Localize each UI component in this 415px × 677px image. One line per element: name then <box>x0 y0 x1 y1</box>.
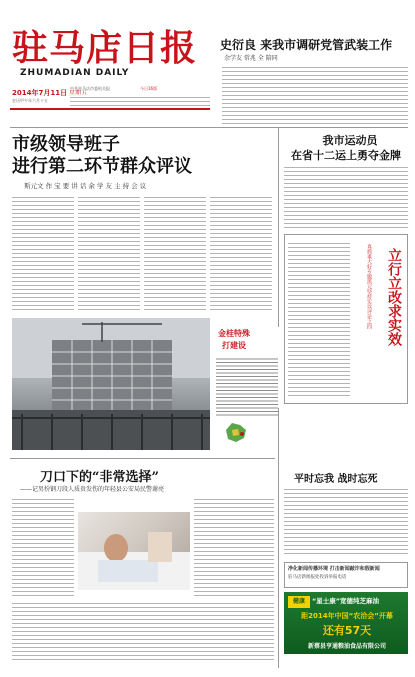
feature-headline: 刀口下的“非常选择” <box>40 470 159 485</box>
building-illustration <box>12 318 210 450</box>
lead-body-col4 <box>210 194 272 310</box>
photo-caption-title-line2: 打建设 <box>222 340 246 350</box>
lead-body-col2 <box>78 194 140 310</box>
lead-headline-line1: 市级领导班子 <box>12 134 120 155</box>
newspaper-english-name: ZHUMADIAN DAILY <box>20 68 130 78</box>
top-story-body <box>222 64 408 124</box>
column-headline: 平时忘我 战时忘死 <box>294 474 378 485</box>
commentary-body <box>288 240 350 398</box>
map-graphic <box>222 420 250 444</box>
edition-count: 今日16版 <box>140 86 158 91</box>
issue-date: 2014年7月11日 <box>12 89 68 97</box>
lead-body-col1 <box>12 194 74 310</box>
ad-line2: 距2014年中国“农洽会”开幕 <box>301 612 393 620</box>
lunar-date: 农历甲午年六月十五 <box>12 98 48 103</box>
divider <box>10 127 408 128</box>
sports-body <box>284 164 408 230</box>
newspaper-masthead: 驻马店日报 <box>12 27 198 69</box>
masthead-info-text <box>70 94 210 108</box>
lead-subline: 斯元文 作 宝 要 讲 话 余 学 友 主 持 会 议 <box>24 182 147 190</box>
ad-line4: 新蔡县亨通粮油食品有限公司 <box>307 643 386 650</box>
feature-body-col1 <box>12 496 74 596</box>
hospital-photo <box>78 512 190 590</box>
ad-line3: 还有57天 <box>322 624 372 637</box>
construction-photo <box>12 318 210 450</box>
column-divider <box>278 408 279 668</box>
ad-line1: “星士康”宽德纯芝麻油 <box>312 597 380 605</box>
lead-headline-line2: 进行第二环节群众评议 <box>12 156 192 177</box>
commentary-kicker: 真抓重大好专题凯元坚持实以评论之四 <box>366 244 372 329</box>
ad-badge: 健康 <box>288 596 310 608</box>
top-story-subline: 余学友 常兆 全 陪同 <box>224 55 278 62</box>
column-body <box>284 486 408 556</box>
notice-line1: 净化新闻传播环境 打击新闻敲诈和假新闻 <box>288 566 380 572</box>
feature-subline: ——记男扮钢刀段人质贵发伤的年轻县公安局民警谢亮 <box>20 486 165 493</box>
top-story-headline: 史衍良 来我市调研党管武装工作 <box>220 38 393 52</box>
column-divider <box>278 127 279 327</box>
feature-body-col3 <box>194 496 274 596</box>
sponsor-line: 中共驻马店市委机关报 <box>70 86 110 91</box>
masthead-rule <box>10 108 210 110</box>
feature-body-bottom <box>12 600 274 660</box>
lead-body-col3 <box>144 194 206 310</box>
commentary-headline: 立行立改求实效 <box>386 248 402 346</box>
sports-headline-line1: 我市运动员 <box>322 134 378 147</box>
sports-headline-line2: 在省十二运上勇夺金牌 <box>291 149 401 162</box>
notice-line2: 驻马店新闻报处投诉举报电话 <box>288 575 347 580</box>
photo-caption-body <box>216 356 278 416</box>
divider <box>10 458 275 459</box>
photo-caption-title-line1: 金桂特殊 <box>218 328 250 338</box>
